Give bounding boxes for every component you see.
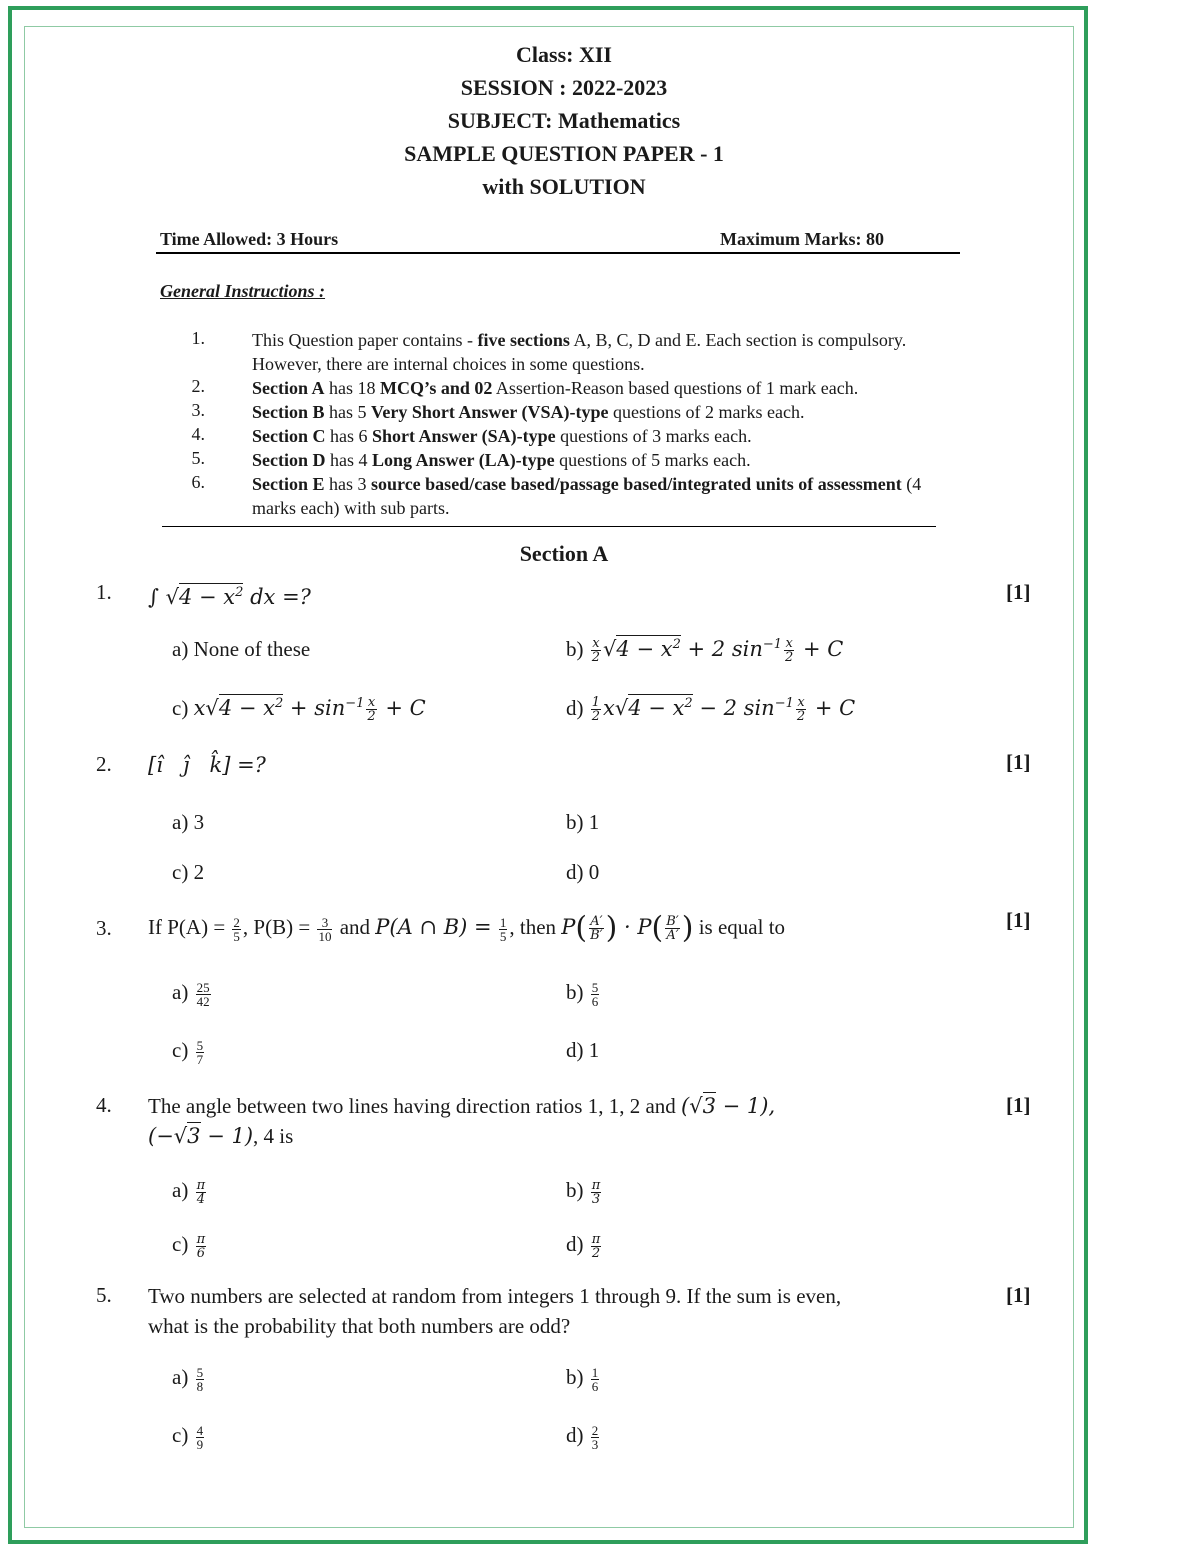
question-number: 2. — [96, 752, 112, 776]
option-a: a) $\frac{5}{8}$ — [172, 1364, 204, 1394]
question-text: Two numbers are selected at random from integers 1 through 9. If the sum is even, what is the probability that both numbers are odd? — [148, 1284, 842, 1338]
instruction-item: Section D has 4 Long Answer (LA)-type questions of 5 marks each. — [252, 450, 751, 470]
subject-heading: SUBJECT: Mathematics — [447, 108, 681, 133]
question-text: If P(A) = $\frac{2}{5}$ , P(B) = $\frac{3}{10}$ and P(A ∩ B) = $\frac{1}{5}$ , then P( $\frac{A'}{B'}$ ) · P( $\frac{B'}{A'}$ ) is equal to — [148, 910, 786, 946]
option-c: c) $\frac{5}{7}$ — [172, 1037, 204, 1067]
question-marks: [1] — [1006, 908, 1031, 932]
option-a: a) $\frac{\pi}{4}$ — [172, 1177, 206, 1207]
class-heading: Class: XII — [516, 42, 612, 67]
question-text: The angle between two lines having direction ratios 1, 1, 2 and (√3 − 1), (−√3 − 1), 4 is — [148, 1094, 776, 1148]
option-d: d) $\frac{2}{3}$ — [566, 1422, 599, 1452]
instruction-number: 6. — [191, 472, 205, 492]
instruction-item: Section C has 6 Short Answer (SA)-type questions of 3 marks each. — [252, 426, 752, 446]
option-c: c) $\frac{4}{9}$ — [172, 1422, 204, 1452]
section-a-title: Section A — [519, 541, 609, 566]
maximum-marks: Maximum Marks: 80 — [720, 229, 884, 249]
instruction-number: 3. — [191, 400, 205, 420]
instruction-number: 2. — [191, 376, 205, 396]
option-b: b) 1 — [566, 810, 600, 834]
question-marks: [1] — [1006, 750, 1031, 774]
question-marks: [1] — [1006, 1283, 1031, 1307]
option-b: b) $\frac{5}{6}$ — [566, 979, 599, 1009]
question-number: 3. — [96, 916, 112, 940]
question-marks: [1] — [1006, 580, 1031, 604]
instruction-number: 1. — [191, 328, 205, 348]
option-c: c) $x√4 - x^2 + \sin^{-1}$ $\frac{x}{2}$ + C — [172, 695, 426, 724]
time-allowed: Time Allowed: 3 Hours — [160, 229, 339, 249]
option-b: b) $\frac{\pi}{3}$ — [566, 1177, 601, 1207]
option-d: d) 1 — [566, 1038, 600, 1062]
instruction-item: Section E has 3 source based/case based/passage based/integrated units of assessment (4 marks each) with sub parts. — [252, 474, 922, 518]
option-b: b) $\frac{1}{6}$ — [566, 1364, 599, 1394]
question-number: 5. — [96, 1283, 112, 1307]
instructions-divider — [162, 526, 936, 527]
option-c: c) 2 — [172, 860, 205, 884]
paper-heading: SAMPLE QUESTION PAPER - 1 — [404, 141, 724, 166]
option-a: a) $\frac{25}{42}$ — [172, 979, 210, 1009]
question-number: 1. — [96, 580, 112, 604]
instruction-item: Section B has 5 Very Short Answer (VSA)-type questions of 2 marks each. — [252, 402, 805, 422]
session-heading: SESSION : 2022-2023 — [460, 75, 668, 100]
general-instructions-title: General Instructions : — [160, 281, 326, 301]
option-a: a) 3 — [172, 810, 205, 834]
option-c: c) $\frac{\pi}{6}$ — [172, 1231, 206, 1261]
option-b: b) $\frac{x}{2}$ $√4 - x^2 + 2$ $\sin^{-1}$ $\frac{x}{2}$ + C — [566, 636, 844, 665]
option-a: a) None of these — [172, 637, 311, 661]
instruction-number: 4. — [191, 424, 205, 444]
question-marks: [1] — [1006, 1093, 1031, 1117]
solution-heading: with SOLUTION — [482, 174, 646, 199]
question-text: [î ĵ k̂] =? — [148, 753, 266, 777]
question-number: 4. — [96, 1093, 112, 1117]
option-d: d) $\frac{1}{2}$ $x√4 - x^2 - 2$ $\sin^{-1}$ $\frac{x}{2}$ + C — [566, 695, 856, 724]
instruction-number: 5. — [191, 448, 205, 468]
header-divider — [156, 252, 960, 254]
instruction-item: Section A has 18 MCQ’s and 02 Assertion-Reason based questions of 1 mark each. — [252, 378, 859, 398]
option-d: d) $\frac{\pi}{2}$ — [566, 1231, 601, 1261]
option-d: d) 0 — [566, 860, 600, 884]
instruction-item: This Question paper contains - five sections A, B, C, D and E. Each section is compulsory. However, there are internal choices in some questions. — [252, 330, 907, 374]
question-text: ∫ $√4 - x^2$ dx =? — [148, 585, 311, 609]
